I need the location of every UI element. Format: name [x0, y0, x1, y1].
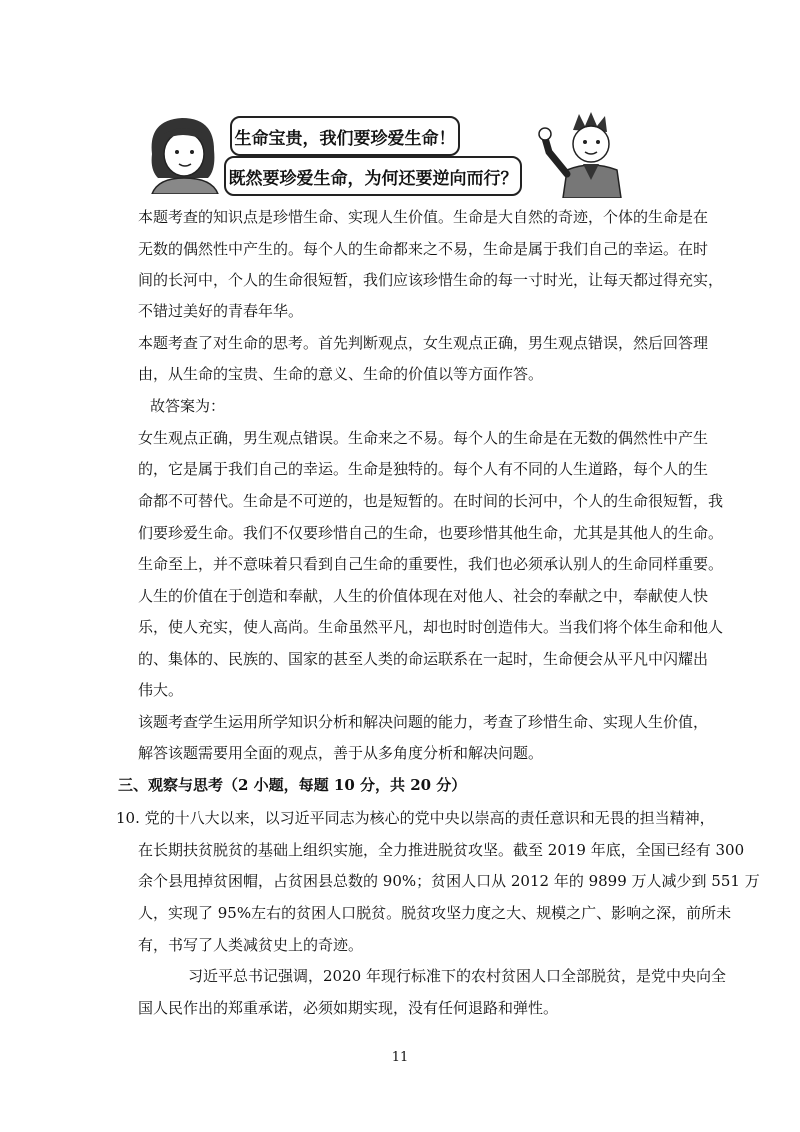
text-line: 由，从生命的宝贵、生命的意义、生命的价值以等方面作答。: [138, 365, 544, 383]
text-line: 生命至上，并不意味着只看到自己生命的重要性，我们也必须承认别人的生命同样重要。: [138, 555, 724, 573]
question-line: 10. 党的十八大以来，以习近平同志为核心的党中央以崇高的责任意识和无畏的担当精神，: [116, 809, 715, 827]
question-line: 有，书写了人类减贫史上的奇迹。: [138, 936, 364, 954]
section-heading: 三、观察与思考（2 小题，每题 10 分，共 20 分）: [118, 776, 467, 794]
girl-speech-text: 生命宝贵，我们要珍爱生命！: [234, 128, 456, 149]
question-line: 余个县甩掉贫困帽，占贫困县总数的 90%；贫困人口从 2012 年的 9899 万人减少到 551 万: [138, 872, 760, 890]
girl-illustration: [142, 114, 226, 194]
text-line: 的、集体的、民族的、国家的甚至人类的命运联系在一起时，生命便会从平凡中闪耀出: [138, 650, 709, 668]
text-line: 命都不可替代。生命是不可逆的，也是短暂的。在时间的长河中，个人的生命很短暂，我: [138, 492, 724, 510]
text-line: 本题考查的知识点是珍惜生命、实现人生价值。生命是大自然的奇迹，个体的生命是在: [138, 208, 709, 226]
text-line: 女生观点正确，男生观点错误。生命来之不易。每个人的生命是在无数的偶然性中产生: [138, 429, 709, 447]
text-line: 本题考查了对生命的思考。首先判断观点，女生观点正确，男生观点错误，然后回答理: [138, 334, 709, 352]
text-line: 故答案为：: [150, 397, 226, 415]
text-line: 该题考查学生运用所学知识分析和解决问题的能力，考查了珍惜生命、实现人生价值，: [138, 713, 709, 731]
text-line: 乐，使人充实，使人高尚。生命虽然平凡，却也时时创造伟大。当我们将个体生命和他人: [138, 618, 724, 636]
text-line: 不错过美好的青春年华。: [138, 302, 304, 320]
boy-speech-text: 既然要珍爱生命，为何还要逆向而行？: [228, 168, 518, 189]
text-line: 伟大。: [138, 681, 184, 699]
page-number: 11: [391, 1050, 409, 1065]
text-line: 无数的偶然性中产生的。每个人的生命都来之不易，生命是属于我们自己的幸运。在时: [138, 240, 709, 258]
text-line: 解答该题需要用全面的观点，善于从多角度分析和解决问题。: [138, 744, 544, 762]
girl-speech-bubble: [230, 116, 460, 156]
boy-illustration: [533, 108, 643, 198]
question-line: 在长期扶贫脱贫的基础上组织实施，全力推进脱贫攻坚。截至 2019 年底，全国已经有 300: [138, 841, 745, 859]
text-line: 人生的价值在于创造和奉献，人生的价值体现在对他人、社会的奉献之中，奉献使人快: [138, 587, 709, 605]
cartoon-figure: [138, 108, 643, 198]
question-line: 人，实现了 95%左右的贫困人口脱贫。脱贫攻坚力度之大、规模之广、影响之深，前所未: [138, 904, 732, 922]
text-line: 的，它是属于我们自己的幸运。生命是独特的。每个人有不同的人生道路，每个人的生: [138, 460, 709, 478]
text-line: 间的长河中，个人的生命很短暂，我们应该珍惜生命的每一寸时光，让每天都过得充实，: [138, 271, 724, 289]
question-line: 国人民作出的郑重承诺，必须如期实现，没有任何退路和弹性。: [138, 999, 559, 1017]
question-line: 习近平总书记强调，2020 年现行标准下的农村贫困人口全部脱贫，是党中央向全: [188, 967, 726, 985]
boy-speech-bubble: [224, 156, 522, 196]
text-line: 们要珍爱生命。我们不仅要珍惜自己的生命，也要珍惜其他生命，尤其是其他人的生命。: [138, 524, 724, 542]
